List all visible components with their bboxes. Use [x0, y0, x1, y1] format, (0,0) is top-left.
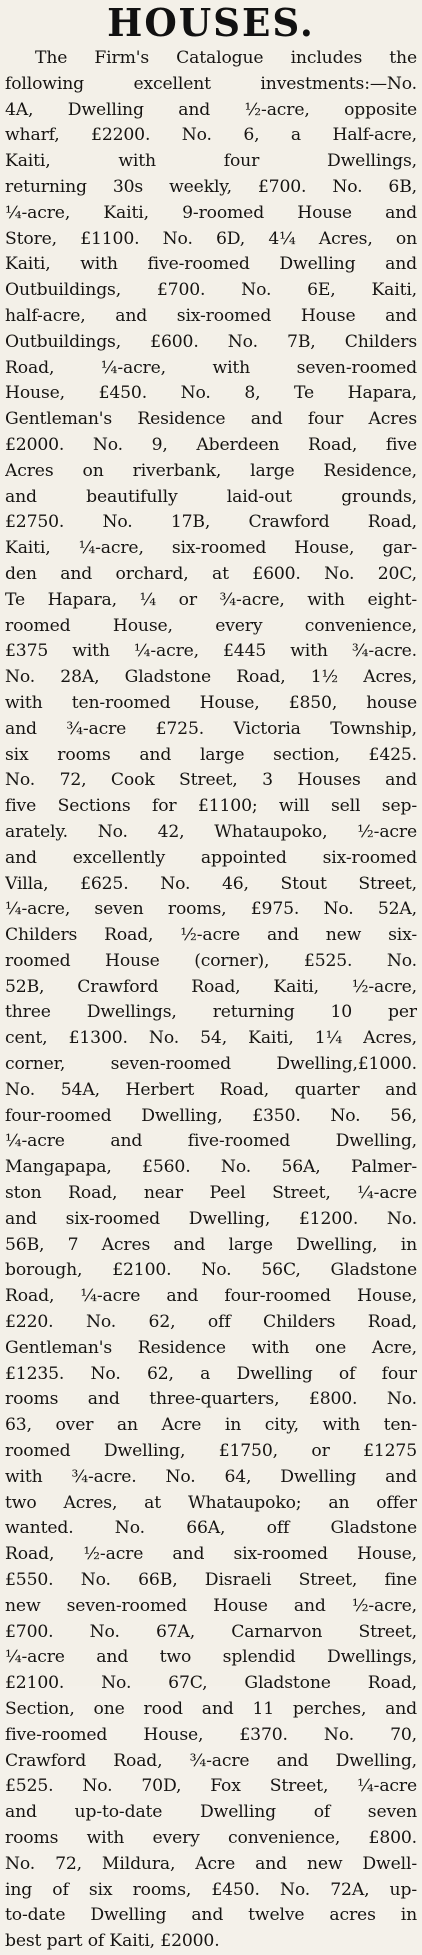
- article-line: and excellently appointed six-roomed: [5, 847, 417, 868]
- article-line: £550. No. 66B, Disraeli Street, fine: [5, 1570, 417, 1591]
- article-line: three Dwellings, returning 10 per: [5, 1002, 417, 1023]
- article-line: wanted. No. 66A, off Gladstone: [5, 1518, 417, 1539]
- article-line: with ten-roomed House, £850, house: [5, 692, 417, 713]
- article-line: £525. No. 70D, Fox Street, ¼-acre: [5, 1776, 417, 1797]
- article-line: roomed House (corner), £525. No.: [5, 950, 417, 971]
- article-line: ing of six rooms, £450. No. 72A, up-: [5, 1879, 417, 1900]
- article-line: No. 28A, Gladstone Road, 1½ Acres,: [5, 667, 417, 688]
- article-line: new seven-roomed House and ½-acre,: [5, 1595, 417, 1616]
- article-line: following excellent investments:—No.: [5, 73, 417, 94]
- article-line: ¼-acre, Kaiti, 9-roomed House and: [5, 202, 417, 223]
- article-line: best part of Kaiti, £2000.: [5, 1931, 220, 1952]
- article-line: and ¾-acre £725. Victoria Township,: [5, 718, 417, 739]
- article-line: wharf, £2200. No. 6, a Half-acre,: [5, 125, 417, 146]
- article-line: and six-roomed Dwelling, £1200. No.: [5, 1208, 417, 1229]
- article-line: two Acres, at Whataupoko; an offer: [5, 1492, 417, 1513]
- article-line: rooms and three-quarters, £800. No.: [5, 1389, 417, 1410]
- article-line: 4A, Dwelling and ½-acre, opposite: [5, 99, 417, 120]
- article-body: [5, 46, 417, 1955]
- article-line: Kaiti, with four Dwellings,: [5, 151, 417, 172]
- article-line: returning 30s weekly, £700. No. 6B,: [5, 176, 417, 197]
- article-line: corner, seven-roomed Dwelling,£1000.: [5, 1054, 417, 1075]
- article-line: five Sections for £1100; will sell sep-: [5, 796, 417, 817]
- article-line: Road, ¼-acre and four-roomed House,: [5, 1286, 417, 1307]
- article-line: roomed Dwelling, £1750, or £1275: [5, 1441, 417, 1462]
- article-line: Gentleman's Residence and four Acres: [5, 409, 417, 430]
- article-line: ¼-acre, seven rooms, £975. No. 52A,: [5, 899, 417, 920]
- article-line: Mangapapa, £560. No. 56A, Palmer-: [5, 1157, 417, 1178]
- article-line: Childers Road, ½-acre and new six-: [5, 925, 417, 946]
- article-line: roomed House, every convenience,: [5, 615, 417, 636]
- article-line: ¼-acre and five-roomed Dwelling,: [5, 1131, 417, 1152]
- article-line: £2000. No. 9, Aberdeen Road, five: [5, 434, 417, 455]
- article-line: Villa, £625. No. 46, Stout Street,: [5, 873, 417, 894]
- article-line: rooms with every convenience, £800.: [5, 1827, 417, 1848]
- article-line: 56B, 7 Acres and large Dwelling, in: [5, 1234, 417, 1255]
- article-line: arately. No. 42, Whataupoko, ½-acre: [5, 821, 417, 842]
- article-line: Road, ¼-acre, with seven-roomed: [5, 357, 417, 378]
- article-line: House, £450. No. 8, Te Hapara,: [5, 383, 417, 404]
- article-line: £700. No. 67A, Carnarvon Street,: [5, 1621, 417, 1642]
- article-line: Store, £1100. No. 6D, 4¼ Acres, on: [5, 228, 417, 249]
- article-line: The Firm's Catalogue includes the: [35, 48, 417, 68]
- article-line: Gentleman's Residence with one Acre,: [5, 1337, 417, 1358]
- article-line: ston Road, near Peel Street, ¼-acre: [5, 1183, 417, 1204]
- article-line: Road, ½-acre and six-roomed House,: [5, 1544, 417, 1565]
- article-line: and beautifully laid-out grounds,: [5, 486, 417, 507]
- article-line: with ¾-acre. No. 64, Dwelling and: [5, 1466, 417, 1487]
- article-line: Crawford Road, ¾-acre and Dwelling,: [5, 1750, 417, 1771]
- article-line: No. 72, Mildura, Acre and new Dwell-: [5, 1853, 417, 1874]
- article-line: Outbuildings, £600. No. 7B, Childers: [5, 331, 417, 352]
- article-line: £375 with ¼-acre, £445 with ¾-acre.: [5, 641, 417, 662]
- article-line: No. 54A, Herbert Road, quarter and: [5, 1079, 417, 1100]
- article-line: cent, £1300. No. 54, Kaiti, 1¼ Acres,: [5, 1028, 417, 1049]
- article-line: Kaiti, ¼-acre, six-roomed House, gar-: [5, 538, 417, 559]
- article-line: ¼-acre and two splendid Dwellings,: [5, 1647, 417, 1668]
- article-line: to-date Dwelling and twelve acres in: [5, 1905, 417, 1926]
- article-line: No. 72, Cook Street, 3 Houses and: [5, 770, 417, 791]
- article-line: five-roomed House, £370. No. 70,: [5, 1724, 417, 1745]
- article-line: 63, over an Acre in city, with ten-: [5, 1415, 417, 1436]
- article-line: Outbuildings, £700. No. 6E, Kaiti,: [5, 280, 417, 301]
- article-line: Section, one rood and 11 perches, and: [5, 1699, 417, 1719]
- article-line: borough, £2100. No. 56C, Gladstone: [5, 1260, 417, 1281]
- headline: HOUSES.: [107, 0, 315, 45]
- article-line: four-roomed Dwelling, £350. No. 56,: [5, 1105, 417, 1126]
- article-line: Acres on riverbank, large Residence,: [5, 460, 417, 481]
- article-line: £220. No. 62, off Childers Road,: [5, 1312, 417, 1333]
- article-line: and up-to-date Dwelling of seven: [5, 1802, 417, 1823]
- article-line: 52B, Crawford Road, Kaiti, ½-acre,: [5, 976, 417, 997]
- article-line: £1235. No. 62, a Dwelling of four: [5, 1363, 417, 1384]
- article-line: six rooms and large section, £425.: [5, 744, 417, 765]
- article-line: Kaiti, with five-roomed Dwelling and: [5, 254, 417, 275]
- article-line: £2750. No. 17B, Crawford Road,: [5, 512, 417, 533]
- article-line: £2100. No. 67C, Gladstone Road,: [5, 1673, 417, 1694]
- article-line: half-acre, and six-roomed House and: [5, 305, 417, 326]
- article-line: den and orchard, at £600. No. 20C,: [5, 563, 417, 584]
- article-line: Te Hapara, ¼ or ¾-acre, with eight-: [5, 589, 417, 610]
